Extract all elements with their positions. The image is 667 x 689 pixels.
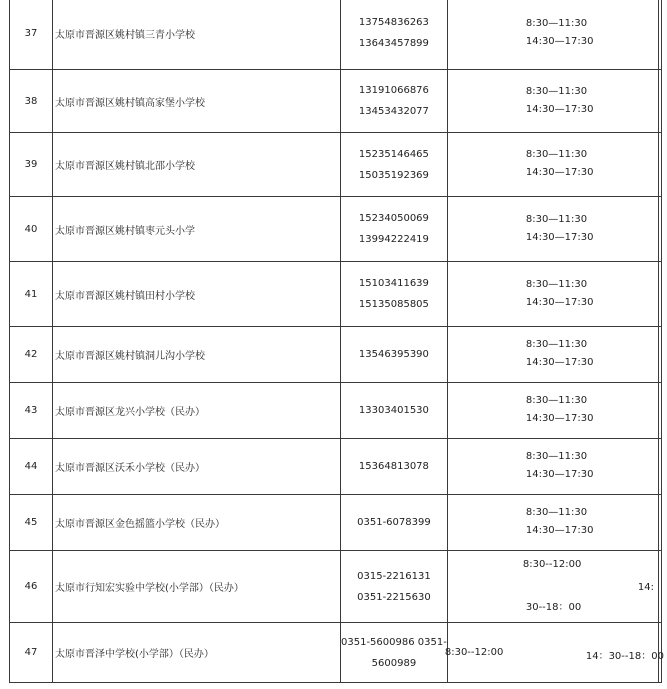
row-number: 41 <box>10 262 53 327</box>
trailing-cell <box>658 0 661 70</box>
hours-cell <box>447 0 658 70</box>
trailing-cell <box>658 623 661 683</box>
phone-cell <box>341 439 448 495</box>
school-name: 太原市晋源区姚村镇枣元头小学 <box>53 197 341 262</box>
afternoon-hours: 14:30—17:30 <box>525 297 594 308</box>
afternoon-hours: 14:30—17:30 <box>525 357 594 368</box>
hours-cell <box>444 623 664 683</box>
afternoon-hours: 14:30—17:30 <box>525 469 594 480</box>
afternoon-hours-part: 14: <box>637 582 654 593</box>
hours-cell <box>447 133 658 197</box>
hours-cell <box>447 70 658 133</box>
table-row <box>10 623 662 683</box>
phone-cell <box>341 327 448 383</box>
row-number: 42 <box>10 327 53 383</box>
phone-number: 15235146465 <box>358 148 429 160</box>
phone-number: 5600989 <box>371 657 417 669</box>
phone-number: 13994222419 <box>358 234 429 245</box>
table-row <box>10 0 662 70</box>
afternoon-hours: 30--18：00 <box>525 602 582 613</box>
hours-cell <box>447 551 658 623</box>
afternoon-hours: 14:30—17:30 <box>525 413 594 424</box>
phone-number: 0351-5600986 0351- <box>341 636 447 648</box>
phone-number: 15234050069 <box>358 213 429 224</box>
row-number: 45 <box>10 495 53 551</box>
phone-number: 13303401530 <box>358 405 429 416</box>
trailing-cell <box>658 383 661 439</box>
afternoon-hours: 14:30—17:30 <box>525 104 594 115</box>
table-row <box>10 327 662 383</box>
school-name: 太原市晋源区姚村镇洞儿沟小学校 <box>53 327 341 383</box>
phone-number: 0315-2216131 <box>357 570 431 582</box>
phone-number: 13453432077 <box>358 106 429 117</box>
morning-hours: 8:30—11:30 <box>525 149 588 160</box>
phone-cell <box>341 495 448 551</box>
school-name: 太原市晋泽中学校(小学部）（民办） <box>53 623 341 683</box>
trailing-cell <box>658 70 661 133</box>
morning-hours: 8:30--12:00 <box>522 559 582 570</box>
morning-hours: 8:30—11:30 <box>525 214 588 225</box>
trailing-cell <box>658 495 661 551</box>
school-name: 太原市晋源区沃禾小学校（民办） <box>53 439 341 495</box>
row-number: 37 <box>10 0 53 70</box>
phone-number: 13643457899 <box>358 38 429 49</box>
school-name: 太原市行知宏实验中学校(小学部）（民办） <box>53 551 341 623</box>
phone-number: 15364813078 <box>358 461 429 472</box>
table-row <box>10 133 662 197</box>
row-number: 44 <box>10 439 53 495</box>
school-name: 太原市晋源区姚村镇高家堡小学校 <box>53 70 341 133</box>
phone-number: 0351-6078399 <box>357 517 431 528</box>
trailing-cell <box>658 551 661 623</box>
table-row <box>10 197 662 262</box>
afternoon-hours: 14:30—17:30 <box>525 167 594 178</box>
morning-hours: 8:30—11:30 <box>525 339 588 350</box>
phone-number: 13191066876 <box>358 85 429 96</box>
afternoon-hours: 14:30—17:30 <box>525 36 594 47</box>
school-name: 太原市晋源区姚村镇田村小学校 <box>53 262 341 327</box>
phone-number: 13754836263 <box>358 17 429 28</box>
row-number: 38 <box>10 70 53 133</box>
morning-hours: 8:30—11:30 <box>525 507 588 518</box>
trailing-cell <box>658 439 661 495</box>
phone-number: 13546395390 <box>358 349 429 360</box>
table-row <box>10 551 662 623</box>
morning-hours: 8:30—11:30 <box>525 279 588 290</box>
phone-cell <box>341 623 448 683</box>
morning-hours: 8:30—11:30 <box>525 86 588 97</box>
afternoon-hours: 14:30—17:30 <box>525 525 594 536</box>
trailing-cell <box>658 327 661 383</box>
table-row <box>10 262 662 327</box>
phone-cell <box>341 383 448 439</box>
trailing-cell <box>658 262 661 327</box>
phone-cell <box>341 0 448 70</box>
row-number: 46 <box>10 551 53 623</box>
hours-cell <box>447 495 658 551</box>
school-name: 太原市晋源区姚村镇北邵小学校 <box>53 133 341 197</box>
school-name: 太原市晋源区姚村镇三青小学校 <box>53 0 341 70</box>
row-number: 40 <box>10 197 53 262</box>
phone-cell <box>341 70 448 133</box>
hours-cell <box>447 383 658 439</box>
morning-hours: 8:30—11:30 <box>525 451 588 462</box>
school-name: 太原市晋源区金色摇篮小学校（民办） <box>53 495 341 551</box>
trailing-cell <box>658 197 661 262</box>
row-number: 47 <box>10 623 53 683</box>
morning-hours: 8:30--12:00 <box>444 647 504 658</box>
row-number: 43 <box>10 383 53 439</box>
hours-cell <box>447 439 658 495</box>
hours-cell <box>447 327 658 383</box>
school-name: 太原市晋源区龙兴小学校（民办） <box>53 383 341 439</box>
phone-number: 0351-2215630 <box>357 591 431 603</box>
morning-hours: 8:30—11:30 <box>525 395 588 406</box>
trailing-cell <box>658 133 661 197</box>
table-row <box>10 383 662 439</box>
hours-cell <box>447 197 658 262</box>
afternoon-hours: 14:30—17:30 <box>525 232 594 243</box>
phone-number: 15135085805 <box>358 299 429 310</box>
table-row <box>10 439 662 495</box>
table-row <box>10 70 662 133</box>
phone-number: 15103411639 <box>358 278 429 289</box>
afternoon-hours: 14：30--18：00 <box>585 651 664 662</box>
table-row <box>10 495 662 551</box>
phone-cell <box>341 133 448 197</box>
phone-cell <box>341 551 448 623</box>
school-contact-table <box>9 0 662 683</box>
phone-cell <box>341 197 448 262</box>
hours-cell <box>447 262 658 327</box>
phone-cell <box>341 262 448 327</box>
phone-number: 15035192369 <box>358 169 429 181</box>
morning-hours: 8:30—11:30 <box>525 18 588 29</box>
row-number: 39 <box>10 133 53 197</box>
